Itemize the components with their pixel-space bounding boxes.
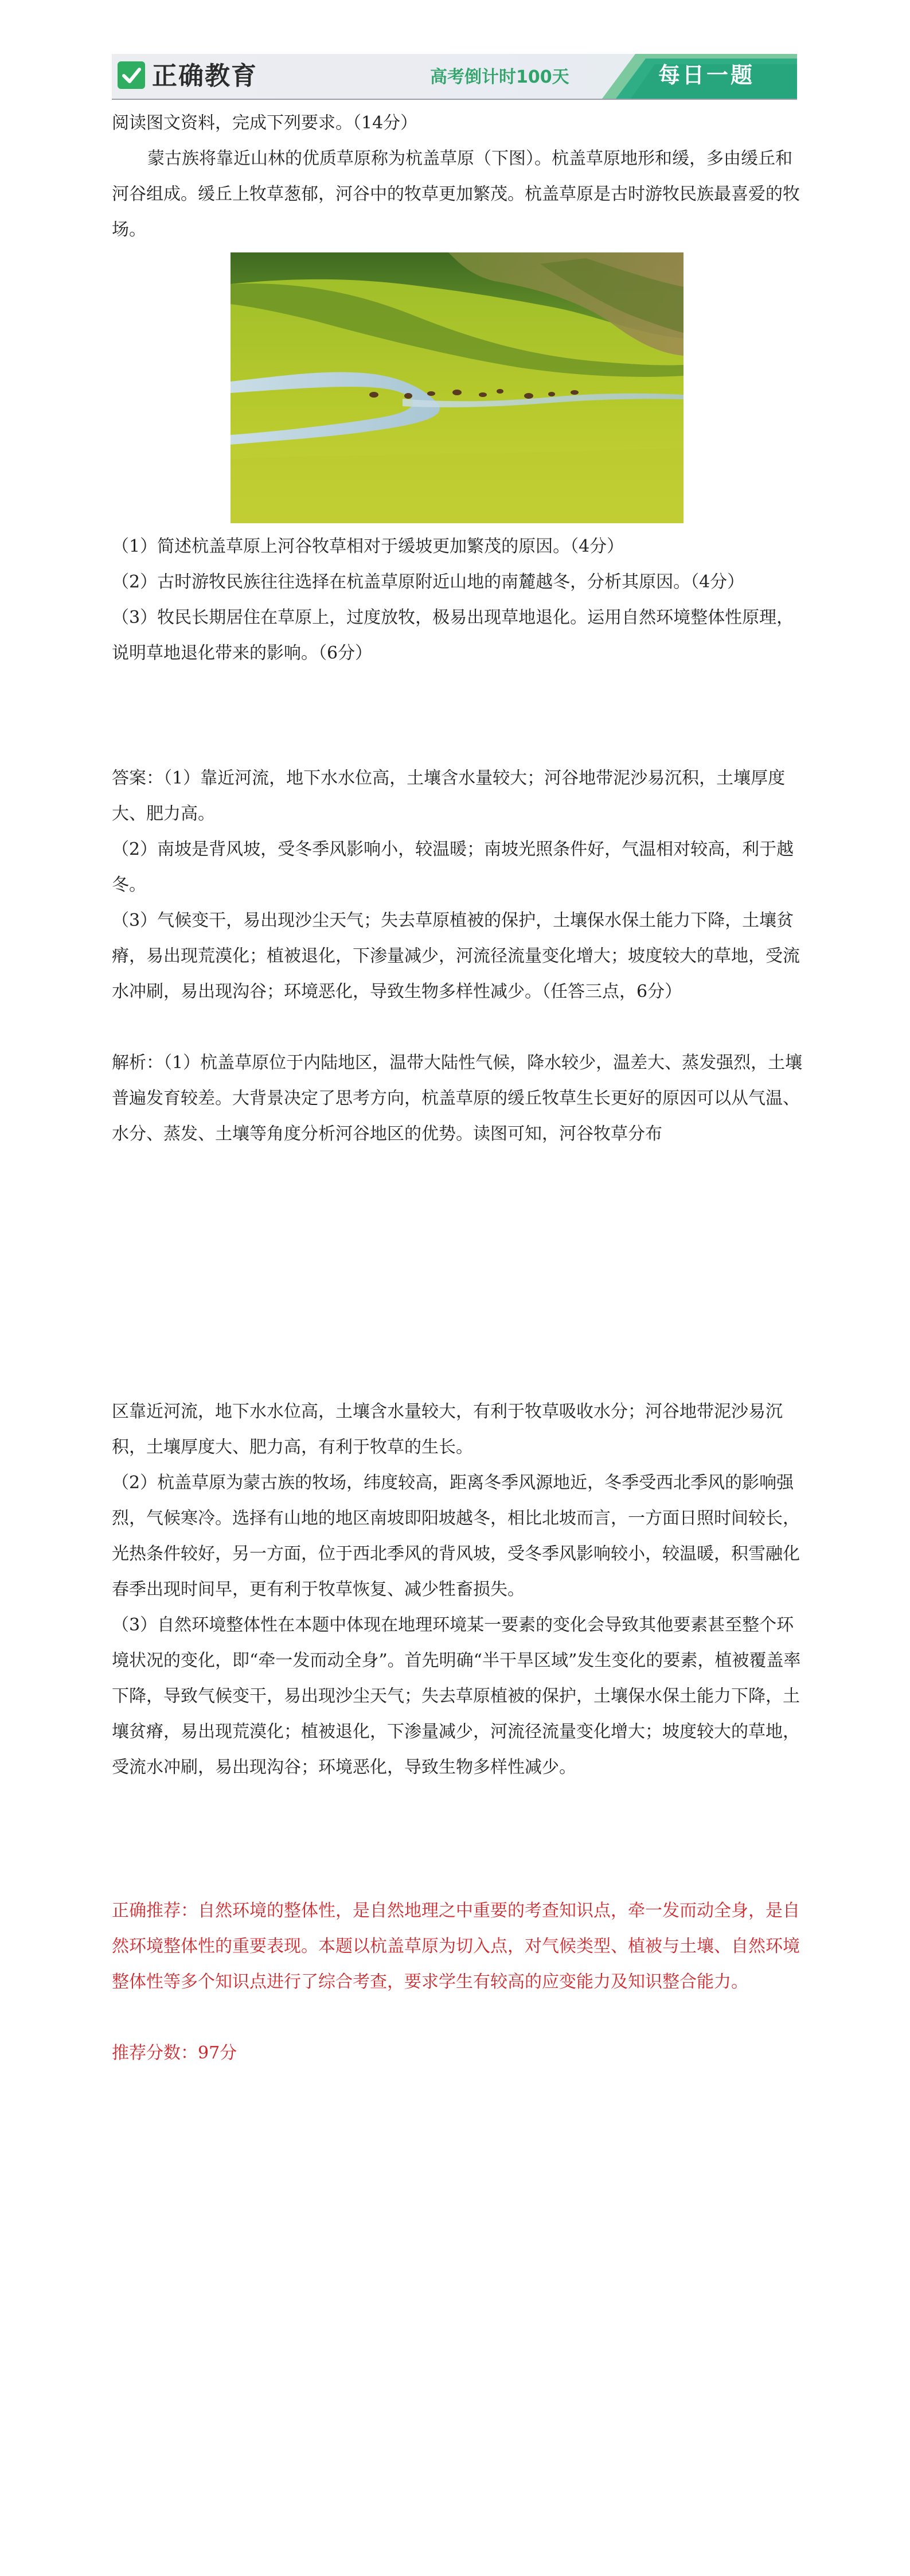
analysis-2: （2）杭盖草原为蒙古族的牧场，纬度较高，距离冬季风源地近，冬季受西北季风的影响强烈，气候寒冷。选择有山地的地区南坡即阳坡越冬，相比北坡而言，一方面日照时间较长，光热条件较好，另一方面，位于西北季风的背风坡，受冬季风影响较小，较温暖，积雪融化春季出现时间早，更有利于牧草恢复、减少牲畜损失。 [112,1473,800,1600]
question-2: （2）古时游牧民族往往选择在杭盖草原附近山地的南麓越冬，分析其原因。（4分） [112,572,745,592]
question-3: （3）牧民长期居住在草原上，过度放牧，极易出现草地退化。运用自然环境整体性原理，说明草地退化带来的影响。（6分） [112,608,794,663]
checkmark-logo-icon [118,61,145,89]
header-banner [112,54,797,100]
analysis-3: （3）自然环境整体性在本题中体现在地理环境某一要素的变化会导致其他要素甚至整个环境状况的变化，即“牵一发而动全身”。首先明确“半干旱区域”发生变化的要素，植被覆盖率下降，导致气候变干，易出现沙尘天气；失去草原植被的保护，土壤保水保土能力下降，土壤贫瘠，易出现荒漠化；植被退化，下渗量减少，河流径流量变化增大；坡度较大的草地，受流水冲刷，易出现沟谷；环境恶化，导致生物多样性减少。 [112,1615,801,1777]
answer-3: （3）气候变干，易出现沙尘天气；失去草原植被的保护，土壤保水保土能力下降，土壤贫瘠，易出现荒漠化；植被退化，下渗量减少，河流径流量变化增大；坡度较大的草地，受流水冲刷，易出现沟谷；环境恶化，导致生物多样性减少。（任答三点，6分） [112,910,800,1002]
daily-question-label: 每日一题 [658,63,755,88]
daily-question-badge [591,54,797,99]
analysis-1-continued: 区靠近河流，地下水水位高，土壤含水量较大，有利于牧草吸收水分；河谷地带泥沙易沉积，土壤厚度大、肥力高，有利于牧草的生长。 [112,1402,783,1457]
recommendation-score: 推荐分数：97分 [112,2043,237,2063]
answer-2: （2）南坡是背风坡，受冬季风影响小，较温暖；南坡光照条件好，气温相对较高，利于越冬。 [112,839,794,895]
recommendation-text: 正确推荐：自然环境的整体性，是自然地理之中重要的考查知识点，牵一发而动全身，是自然环境整体性的重要表现。本题以杭盖草原为切入点，对气候类型、植被与土壤、自然环境整体性等多个知识点进行了综合考查，要求学生有较高的应变能力及知识整合能力。 [112,1901,800,1992]
grassland-photo [231,252,684,523]
question-material: 蒙古族将靠近山林的优质草原称为杭盖草原（下图）。杭盖草原地形和缓，多由缓丘和河谷组成。缓丘上牧草葱郁，河谷中的牧草更加繁茂。杭盖草原是古时游牧民族最喜爱的牧场。 [112,149,800,240]
countdown-label: 高考倒计时100天 [430,67,569,87]
question-1: （1）简述杭盖草原上河谷牧草相对于缓坡更加繁茂的原因。（4分） [112,536,624,557]
brand-name: 正确教育 [152,61,257,91]
answer-1: 答案：（1）靠近河流，地下水水位高，土壤含水量较大；河谷地带泥沙易沉积，土壤厚度大、肥力高。 [112,768,786,824]
question-intro: 阅读图文资料，完成下列要求。（14分） [112,113,418,133]
analysis-1-start: 解析：（1）杭盖草原位于内陆地区，温带大陆性气候，降水较少，温差大、蒸发强烈，土壤普遍发育较差。大背景决定了思考方向，杭盖草原的缓丘牧草生长更好的原因可以从气温、水分、蒸发、土壤等角度分析河谷地区的优势。读图可知，河谷牧草分布 [112,1053,803,1144]
